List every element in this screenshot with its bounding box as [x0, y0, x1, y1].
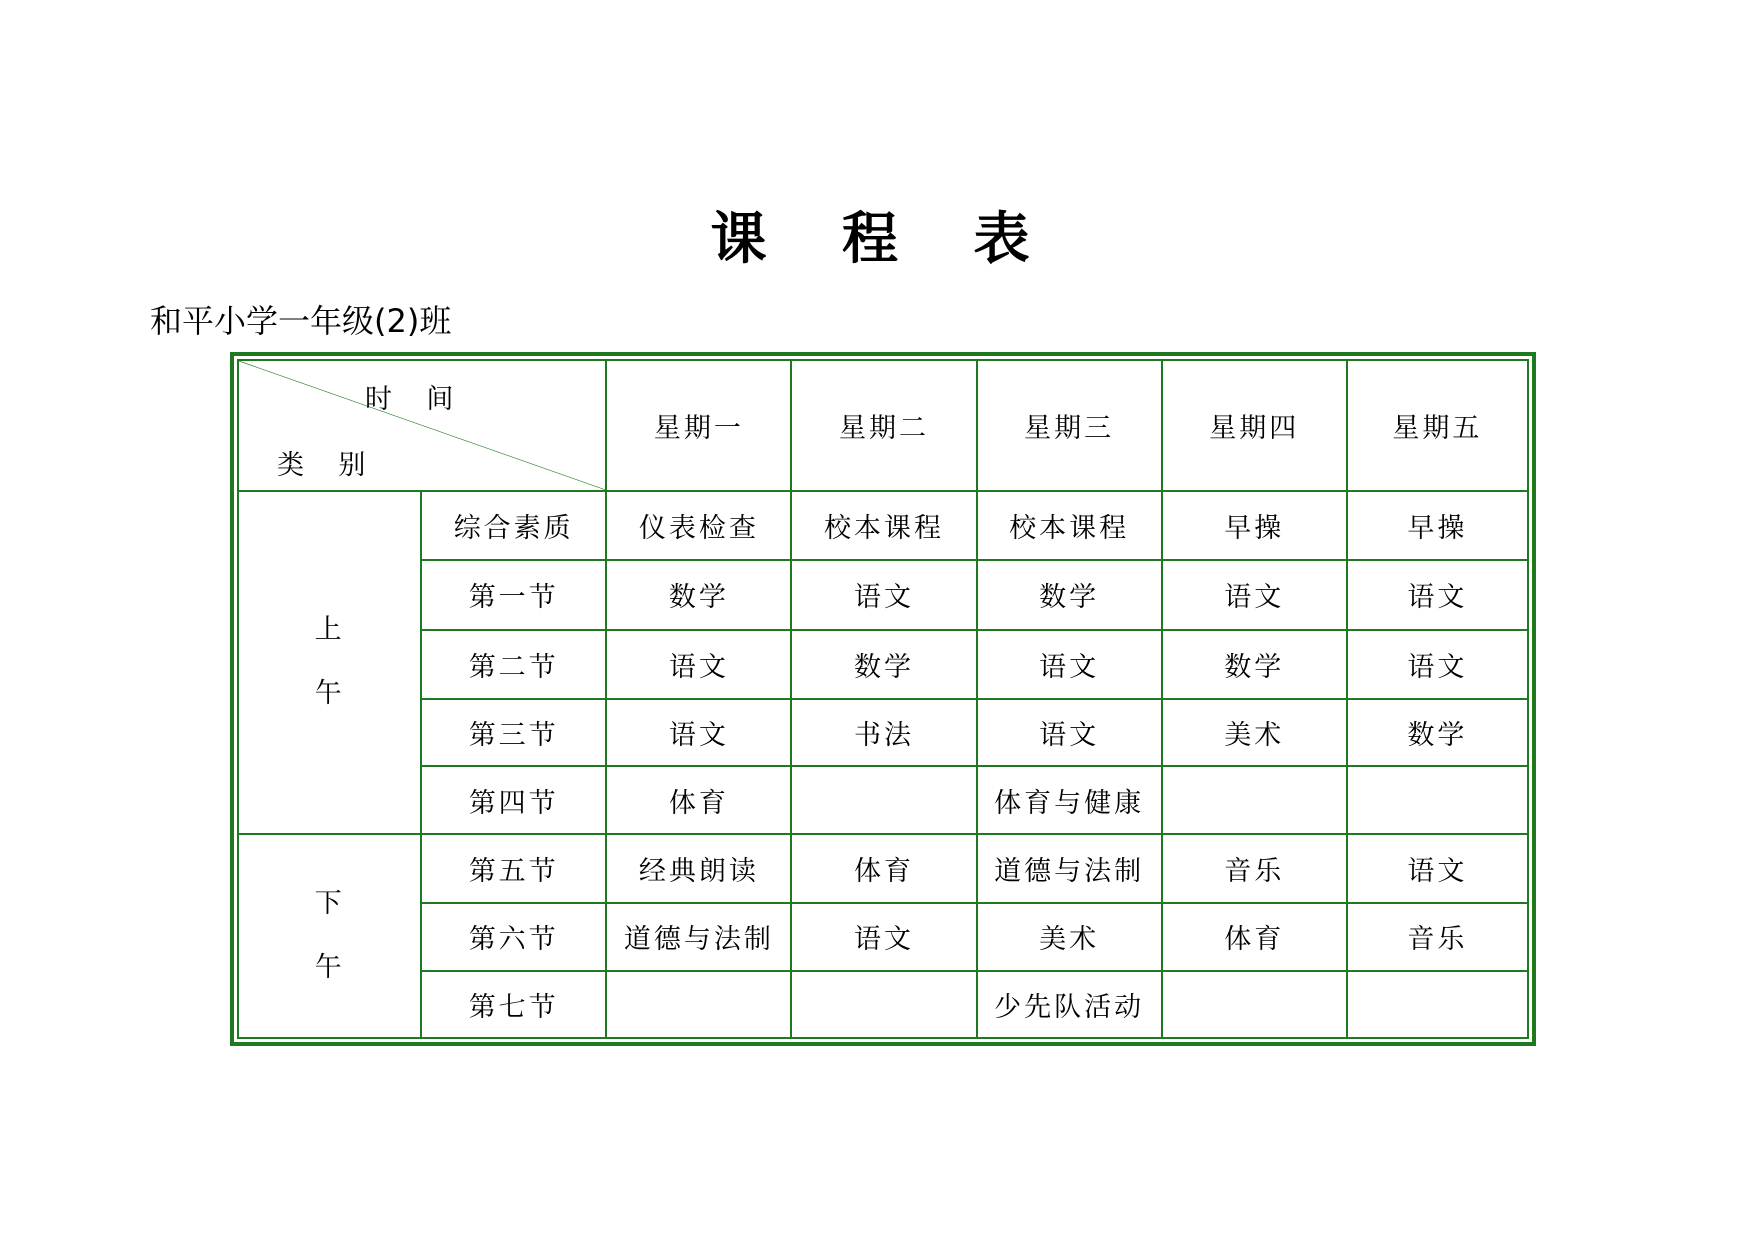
course-cell: 早操 — [1162, 491, 1347, 560]
row-label: 第三节 — [421, 699, 606, 766]
course-cell: 语文 — [791, 903, 976, 970]
course-cell: 数学 — [1347, 699, 1528, 766]
row-label: 第六节 — [421, 903, 606, 970]
course-cell: 音乐 — [1162, 834, 1347, 903]
course-cell: 校本课程 — [977, 491, 1162, 560]
header-row — [238, 360, 1528, 491]
course-cell: 数学 — [791, 630, 976, 699]
course-cell: 数学 — [1162, 630, 1347, 699]
course-cell: 音乐 — [1347, 903, 1528, 970]
course-cell: 语文 — [1347, 560, 1528, 629]
schedule-frame — [230, 352, 1536, 1046]
table-row — [238, 560, 1528, 629]
table-row — [238, 834, 1528, 903]
course-cell — [606, 971, 791, 1038]
corner-header-cell — [238, 360, 606, 491]
course-cell: 早操 — [1347, 491, 1528, 560]
course-cell: 数学 — [977, 560, 1162, 629]
period-morning-char-1: 上 — [314, 614, 345, 646]
course-cell — [1347, 971, 1528, 1038]
course-cell: 经典朗读 — [606, 834, 791, 903]
class-name: 和平小学一年级(2)班 — [150, 302, 452, 340]
row-label: 综合素质 — [421, 491, 606, 560]
course-cell — [1162, 766, 1347, 833]
course-cell: 书法 — [791, 699, 976, 766]
day-header: 星期三 — [977, 360, 1162, 491]
table-row — [238, 491, 1528, 560]
course-cell: 数学 — [606, 560, 791, 629]
day-header: 星期一 — [606, 360, 791, 491]
course-cell: 体育 — [1162, 903, 1347, 970]
course-cell: 校本课程 — [791, 491, 976, 560]
course-cell: 语文 — [606, 630, 791, 699]
period-afternoon-char-1: 下 — [314, 887, 345, 919]
schedule-table — [237, 359, 1529, 1039]
course-cell: 体育与健康 — [977, 766, 1162, 833]
table-row — [238, 903, 1528, 970]
course-cell: 美术 — [977, 903, 1162, 970]
day-header: 星期四 — [1162, 360, 1347, 491]
course-cell: 语文 — [977, 699, 1162, 766]
table-row — [238, 971, 1528, 1038]
period-morning-char-2: 午 — [314, 678, 345, 710]
course-cell: 语文 — [1162, 560, 1347, 629]
category-label: 类 别 — [277, 450, 366, 481]
course-cell: 道德与法制 — [606, 903, 791, 970]
course-cell: 仪表检查 — [606, 491, 791, 560]
row-label: 第七节 — [421, 971, 606, 1038]
course-cell: 语文 — [606, 699, 791, 766]
row-label: 第五节 — [421, 834, 606, 903]
day-header: 星期五 — [1347, 360, 1528, 491]
page-title: 课 程 表 — [710, 207, 1058, 272]
row-label: 第一节 — [421, 560, 606, 629]
row-label: 第二节 — [421, 630, 606, 699]
course-cell: 体育 — [791, 834, 976, 903]
row-label: 第四节 — [421, 766, 606, 833]
course-cell — [1162, 971, 1347, 1038]
table-row — [238, 699, 1528, 766]
course-cell: 语文 — [791, 560, 976, 629]
course-cell — [1347, 766, 1528, 833]
day-header: 星期二 — [791, 360, 976, 491]
course-cell — [791, 766, 976, 833]
period-afternoon-char-2: 午 — [314, 951, 345, 983]
table-row — [238, 630, 1528, 699]
course-cell: 语文 — [1347, 630, 1528, 699]
course-cell: 少先队活动 — [977, 971, 1162, 1038]
course-cell: 道德与法制 — [977, 834, 1162, 903]
table-row — [238, 766, 1528, 833]
course-cell: 语文 — [977, 630, 1162, 699]
course-cell — [791, 971, 976, 1038]
course-cell: 美术 — [1162, 699, 1347, 766]
period-afternoon-cell — [238, 834, 421, 1038]
course-cell: 体育 — [606, 766, 791, 833]
course-cell: 语文 — [1347, 834, 1528, 903]
time-label: 时 间 — [365, 384, 454, 415]
period-morning-cell — [238, 491, 421, 834]
